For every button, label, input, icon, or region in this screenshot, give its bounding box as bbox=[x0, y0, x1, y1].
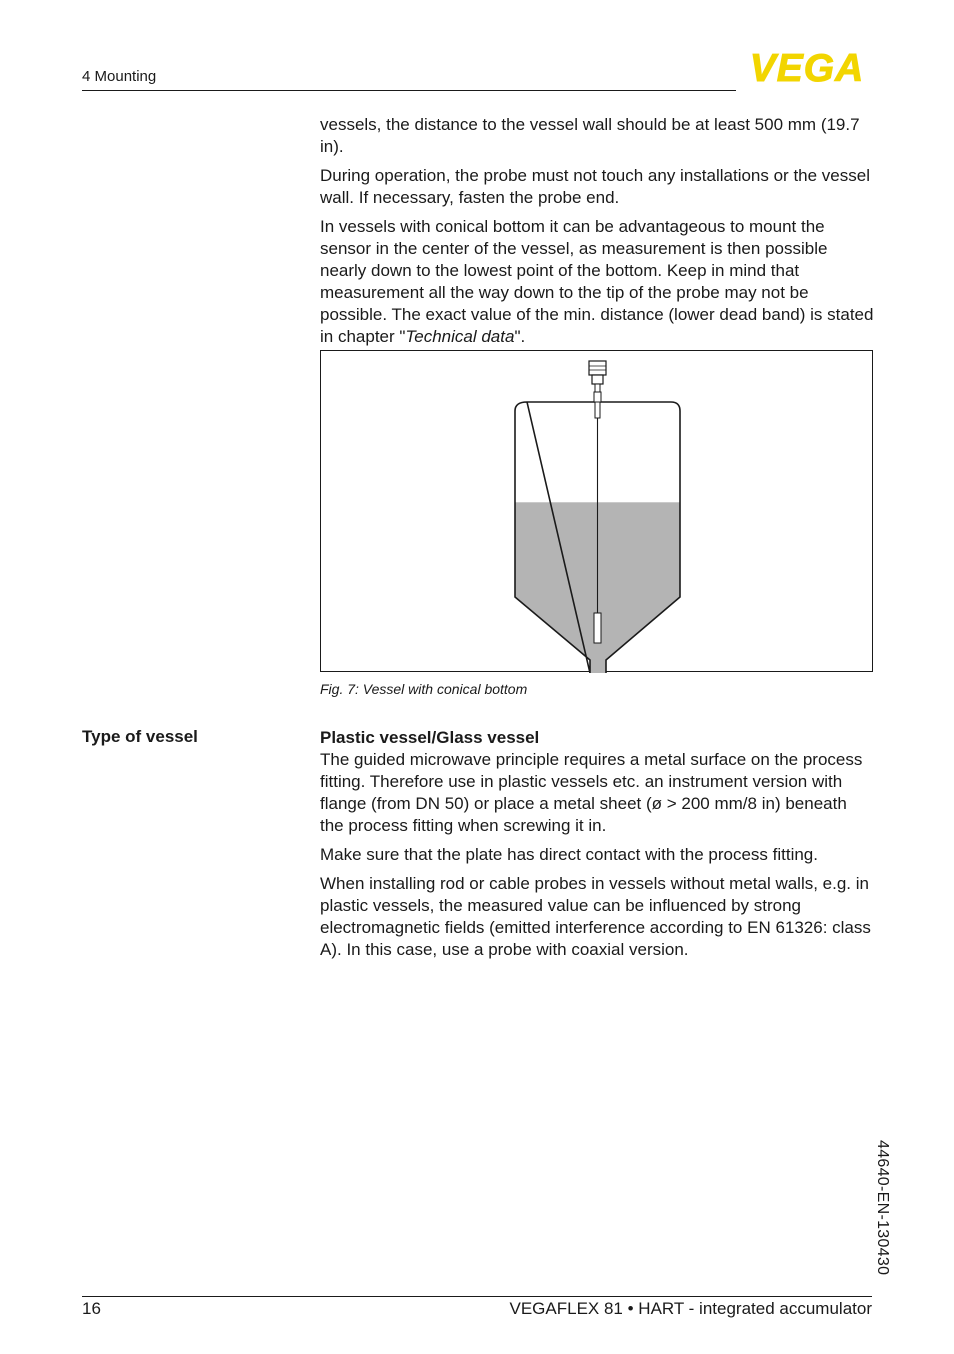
probe-weight bbox=[594, 613, 601, 643]
paragraph-metal-surface: The guided microwave principle requires a metal surface on the process fitting. Therefore use in plastic vessels etc. an instrument version with flange (from DN 50) or place a metal sheet (ø > 200 mm/8 in) beneath the process fitting when screwing it in. bbox=[320, 750, 863, 835]
footer-rule bbox=[82, 1296, 872, 1297]
liquid-fill bbox=[501, 502, 701, 673]
paragraph-plate-contact: Make sure that the plate has direct contact with the process fitting. bbox=[320, 845, 818, 864]
figure-frame bbox=[320, 350, 873, 672]
intro-text bbox=[320, 114, 874, 355]
figure-caption: Fig. 7: Vessel with conical bottom bbox=[320, 681, 528, 697]
technical-data-reference: Technical data bbox=[405, 327, 515, 346]
conical-text-start: In vessels with conical bottom it can be advantageous to mount the sensor in the center of the vessel, as measurement is then possible nearly down to the lowest point of the bottom. Keep in mind that measurement all the way down to the tip of the probe may not be possible. The exact value of the min. distance (lower dead band) is stated in chapter " bbox=[320, 217, 874, 346]
conical-text-end: ". bbox=[514, 327, 526, 346]
vega-logo bbox=[741, 50, 873, 86]
page-number: 16 bbox=[82, 1299, 101, 1318]
paragraph-emi: When installing rod or cable probes in vessels without metal walls, e.g. in plastic vessels, the measured value can be influenced by strong electromagnetic fields (emitted interference according to EN 61326: class A). In this case, use a probe with coaxial version. bbox=[320, 874, 871, 959]
vessel-section-text bbox=[320, 727, 874, 968]
header-rule bbox=[82, 90, 736, 91]
vessel-figure bbox=[321, 351, 874, 673]
sensor-head bbox=[589, 361, 606, 418]
paragraph-wall-distance: vessels, the distance to the vessel wall should be at least 500 mm (19.7 in). bbox=[320, 115, 860, 156]
section-label: 4 Mounting bbox=[82, 68, 157, 85]
logo-text: VEGA bbox=[749, 50, 865, 86]
footer-title: VEGAFLEX 81 • HART - integrated accumulator bbox=[509, 1299, 872, 1318]
side-heading-type-of-vessel: Type of vessel bbox=[82, 727, 198, 746]
document-code: 44640-EN-130430 bbox=[874, 1140, 891, 1276]
subheading-plastic-glass: Plastic vessel/Glass vessel bbox=[320, 728, 540, 747]
paragraph-probe-contact: During operation, the probe must not touch any installations or the vessel wall. If necessary, fasten the probe end. bbox=[320, 166, 870, 207]
paragraph-conical-bottom bbox=[320, 216, 874, 348]
